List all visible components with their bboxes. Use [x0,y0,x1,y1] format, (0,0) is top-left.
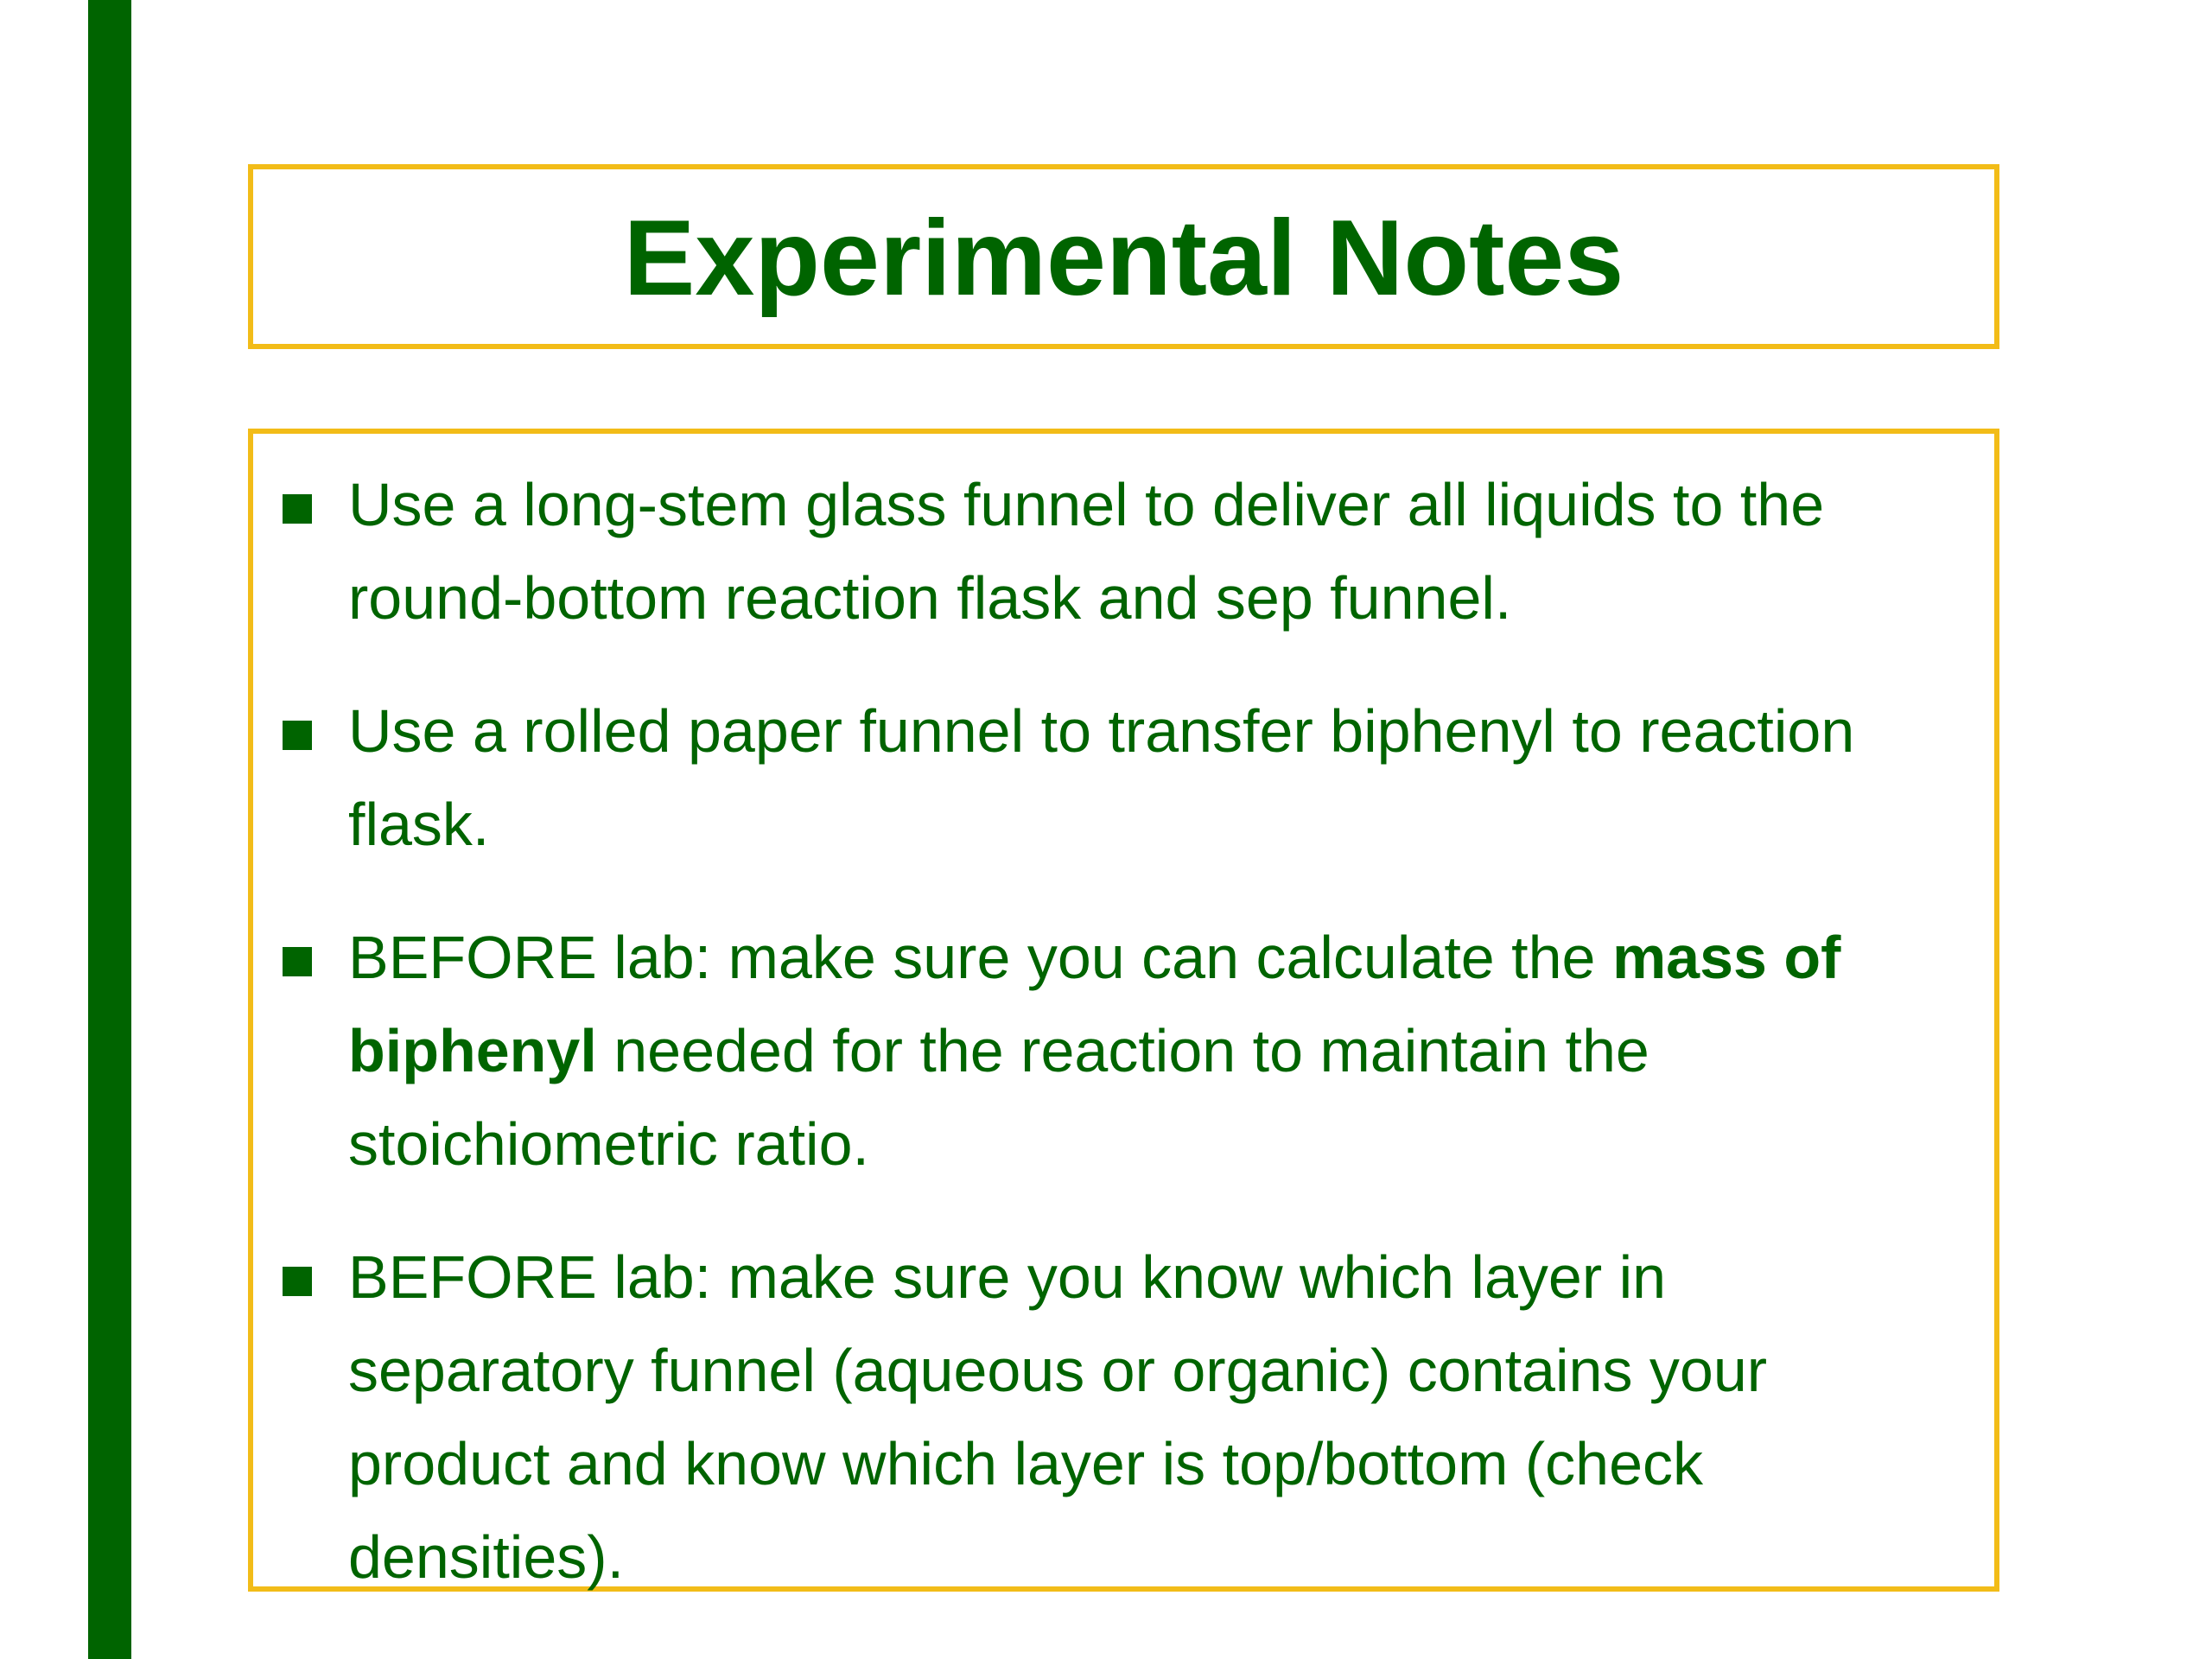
note-text-3-bold: mass of biphenyl [348,924,1841,1084]
note-item-2 [253,684,1994,871]
note-item-3 [253,911,1994,1191]
square-bullet-icon [283,494,312,524]
square-bullet-icon [283,1267,312,1296]
left-accent-bar [88,0,131,1659]
note-text-3-post: needed for the reaction to maintain the stoichiometric ratio. [348,1017,1649,1178]
notes-list [253,458,1994,1643]
note-text-4: BEFORE lab: make sure you know which layer in separatory funnel (aqueous or organic) contains your product and know which layer is top/bottom (check densities). [348,1243,1768,1591]
notes-box [248,429,1999,1592]
square-bullet-icon [283,721,312,750]
note-text-3-pre: BEFORE lab: make sure you can calculate the [348,924,1612,991]
note-item-1 [253,458,1994,645]
note-item-4 [253,1230,1994,1604]
square-bullet-icon [283,947,312,976]
note-text-2: Use a rolled paper funnel to transfer biphenyl to reaction flask. [348,697,1855,858]
title-box [248,164,1999,349]
slide-title: Experimental Notes [623,199,1624,318]
note-text-1: Use a long-stem glass funnel to deliver all liquids to the round-bottom reaction flask and sep funnel. [348,471,1825,632]
